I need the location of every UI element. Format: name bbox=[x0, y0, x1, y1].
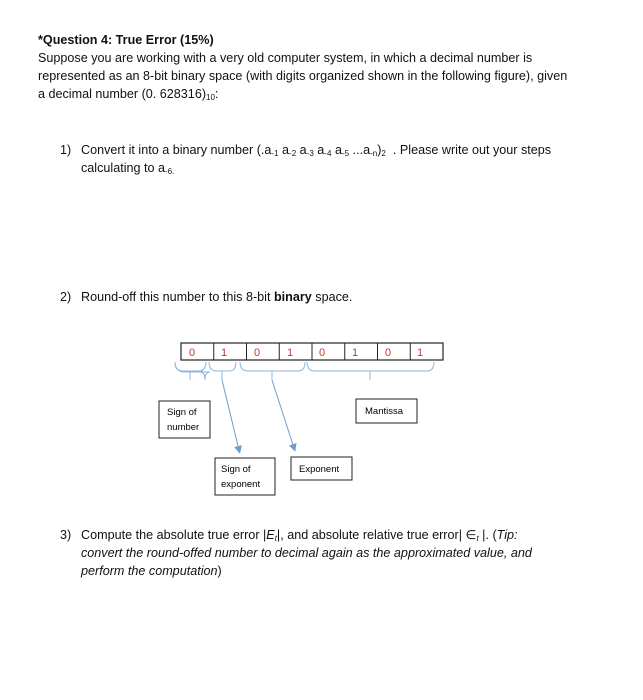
braces bbox=[175, 362, 434, 380]
bit-0: 0 bbox=[189, 347, 196, 359]
bit-7: 1 bbox=[417, 347, 424, 359]
part3-text-line3: perform the computation) bbox=[81, 564, 222, 578]
exponent-box bbox=[291, 457, 352, 480]
intro-line-2: represented as an 8-bit binary space (with digits organized shown in the following figure), given bbox=[38, 69, 568, 83]
svg-text:exponent: exponent bbox=[221, 479, 261, 490]
bit-5: 1 bbox=[352, 347, 359, 359]
intro-line-3: a decimal number (0. $628316)_{10}$: bbox=[38, 87, 219, 102]
part2-text: Round-off this number to this 8-bit binary space. bbox=[81, 290, 353, 304]
part1-text: Convert it into a binary number ($.a_{-1}$ $a_{-2}$ $a_{-3}$ $a_{-4}$ $a_{-5}$ $...a_{-n})_2$ . Please write out your steps bbox=[81, 143, 552, 158]
part1-text-line2: calculating to $a_{-6.}$ bbox=[81, 161, 175, 176]
bit-6: 0 bbox=[385, 347, 392, 359]
part2-number: 2) bbox=[60, 290, 72, 304]
intro-line-1: Suppose you are working with a very old computer system, in which a decimal number is bbox=[38, 51, 533, 65]
svg-text:number: number bbox=[167, 422, 200, 433]
bit-2: 0 bbox=[254, 347, 261, 359]
part3-number: 3) bbox=[60, 528, 72, 542]
sign-of-exponent-box bbox=[215, 458, 275, 495]
bit-1: 1 bbox=[221, 347, 228, 359]
part3-text-line2: convert the round-offed number to decimal again as the approximated value, and bbox=[81, 546, 532, 560]
svg-text:Exponent: Exponent bbox=[299, 464, 340, 475]
mantissa-box bbox=[356, 399, 417, 423]
svg-text:Sign of: Sign of bbox=[221, 464, 251, 475]
arrow-to-sign-of-exponent bbox=[222, 380, 239, 450]
arrow-to-exponent bbox=[272, 380, 294, 448]
bit-3: 1 bbox=[287, 347, 294, 359]
svg-text:Sign of: Sign of bbox=[167, 407, 197, 418]
part3-text: Compute the absolute true error $|E_t|$, and absolute relative true error| $\in_t$ |. (Tip: bbox=[81, 528, 518, 543]
bit-4: 0 bbox=[319, 347, 326, 359]
question-title: *Question 4: True Error (15%) bbox=[38, 33, 214, 47]
part1-number: 1) bbox=[60, 143, 72, 157]
sign-of-number-box bbox=[159, 401, 210, 438]
svg-text:Mantissa: Mantissa bbox=[365, 406, 404, 417]
